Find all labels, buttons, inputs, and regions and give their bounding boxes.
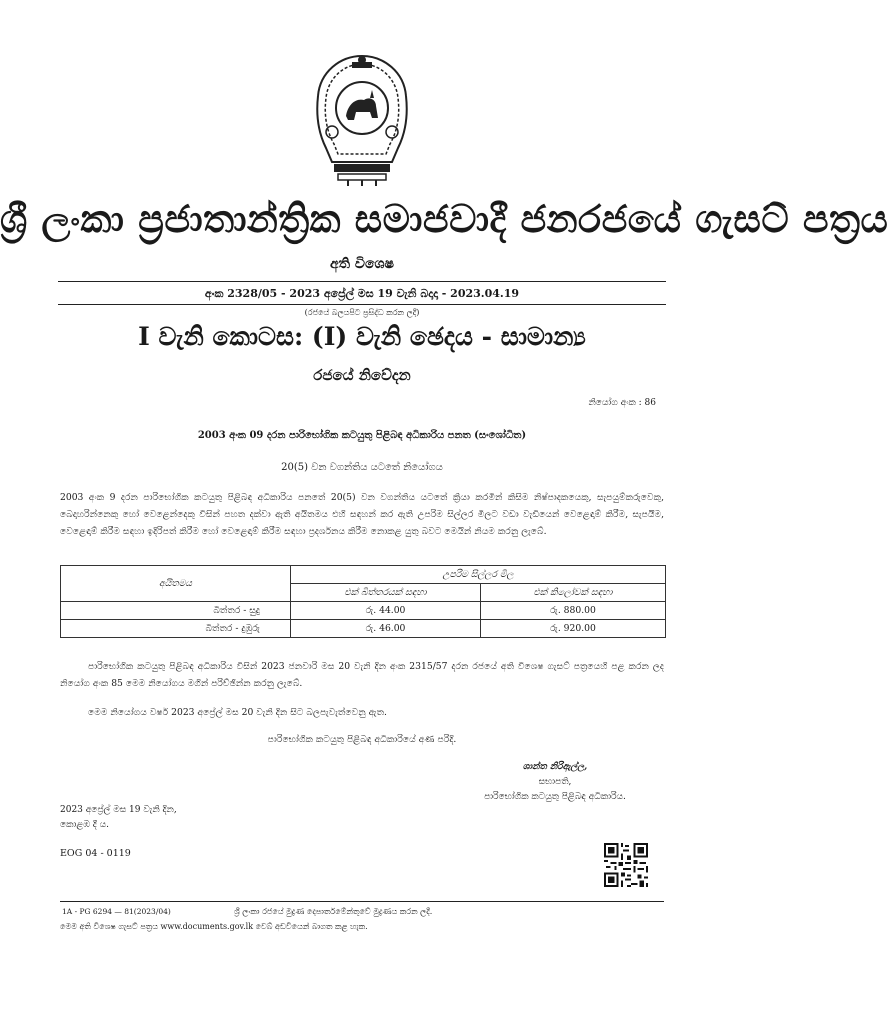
column-header-per-egg: එක් බිත්තරයක් සඳහා: [291, 584, 481, 602]
revocation-paragraph: පාරිභෝගික කටයුතු පිළිබඳ අධිකාරිය විසින් 2023 ජනවාරි මස 20 වැනි දින අංක 2315/57 දරන රජයේ අති විශෙෂ ගැසට් පත්‍රයෙහි පළ කරන ලද නියෝග අංක 85 මෙම නියෝගය මගින් පරිච්ඡින්න කරනු ලැබේ.: [60, 661, 664, 689]
part-heading: I වැනි කොටස: (I) වැනි ඡෙදය - සාමාන්‍ය: [138, 322, 586, 351]
order-authority-line: පාරිභෝගික කටයුතු පිළිබඳ අධිකාරියේ අණ පරිදි.: [267, 734, 457, 745]
order-body-paragraph: 2003 අංක 9 දරන පාරිභෝගික කටයුතු පිළිබඳ අධිකාරිය පනතේ 20(5) වන වගන්තිය යටතේ ක්‍රියා කරමින් කිසිම නිෂ්පාදකයෙකු, සැපයුම්කරුවෙකු, බෙදාහරින්නෙකු හෝ වෙළෙන්දෙකු විසින් පහත දක්වා ඇති අයිතමය එහි සඳහන් කර ඇති උපරිම සිල්ලර මිලට වඩා වැඩියෙන් වෙළෙඳාම් කිරීම, සැපයීම, වෙළෙඳාම් කිරීම සඳහා ඉදිරිපත් කිරීම හෝ වෙළෙඳාම් කිරීම සඳහා ප්‍රදර්ශනය කිරීම නොකළ යුතු බවට මෙයින් නියම කරනු ලැබේ.: [60, 492, 664, 537]
issue-place: කොළඹ දී ය.: [60, 820, 109, 830]
column-header-per-kg: එක් කිලෝවක් සඳහා: [481, 584, 666, 602]
signatory-name: ශාන්ත නිරිඇල්ල,: [522, 762, 588, 772]
signatory-title: සභාපති,: [538, 777, 572, 787]
table-cell-per-kg: රු. 880.00: [481, 602, 666, 620]
reference-code: EOG 04 - 0119: [60, 848, 131, 859]
table-header-row: [61, 566, 666, 584]
price-table: [60, 565, 666, 638]
issue-date: 2023 අප්‍රේල් මස 19 වැනි දින,: [60, 805, 177, 815]
gazette-subtitle: අති විශෙෂ: [330, 256, 394, 272]
footer-rule: [60, 901, 664, 902]
header-top-rule: [58, 281, 666, 282]
table-cell-per-kg: රු. 920.00: [481, 620, 666, 638]
section-subheading: 20(5) වන වගන්තිය යටතේ නියෝගය: [281, 462, 443, 473]
signatory-organization: පාරිභෝගික කටයුතු පිළිබඳ අධිකාරිය.: [484, 792, 626, 802]
table-cell-per-egg: රු. 46.00: [291, 620, 481, 638]
printer-note: ශ්‍රී ලංකා රජයේ මුද්‍රණ දෙපාර්තමේන්තුවේ මුද්‍රණය කරන ලදී.: [234, 907, 433, 916]
gazette-title: ශ්‍රී ලංකා ප්‍රජාතාන්ත්‍රික සමාජවාදී ජනරජයේ ගැසට් පත්‍රය: [0, 196, 888, 241]
order-number: නියෝග අංක : 86: [588, 398, 656, 408]
qr-code-icon: [604, 843, 648, 887]
issue-line: අංක 2328/05 - 2023 අප්‍රේල් මස 19 වැනි බදාදා - 2023.04.19: [204, 287, 520, 300]
column-header-item: අයිතමය: [61, 566, 291, 602]
table-cell-item: බිත්තර - දුඹුරු: [61, 620, 291, 638]
website-note: මෙම අති විශෙෂ ගැසට් පත්‍රය www.documents.gov.lk වෙබ් අඩවියෙන් බාගත කළ හැක.: [60, 922, 368, 931]
place-date-block: [60, 803, 177, 833]
act-heading: 2003 අංක 09 දරන පාරිභෝගික කටයුතු පිළිබඳ අධිකාරිය පනත (සංශෝධිත): [197, 430, 527, 441]
printer-code: 1A - PG 6294 — 81(2023/04): [62, 907, 171, 916]
table-row: [61, 602, 666, 620]
national-emblem-icon: [312, 52, 412, 188]
column-header-max-price: උපරිම සිල්ලර මිල: [291, 566, 666, 584]
table-row: [61, 620, 666, 638]
authority-line: (රජයේ බලයපිට ප්‍රසිද්ධ කරන ලදී): [304, 308, 420, 317]
effective-date-paragraph: මෙම නියෝගය වර්ෂ 2023 අප්‍රේල් මස 20 වැනි දින සිට බලපැවැත්වෙනු ඇත.: [88, 707, 387, 718]
section-heading: රජයේ නිවේදන: [313, 366, 411, 384]
signature-block: [420, 760, 690, 805]
table-cell-item: බිත්තර - සුදු: [61, 602, 291, 620]
table-cell-per-egg: රු. 44.00: [291, 602, 481, 620]
header-bottom-rule: [58, 304, 666, 305]
